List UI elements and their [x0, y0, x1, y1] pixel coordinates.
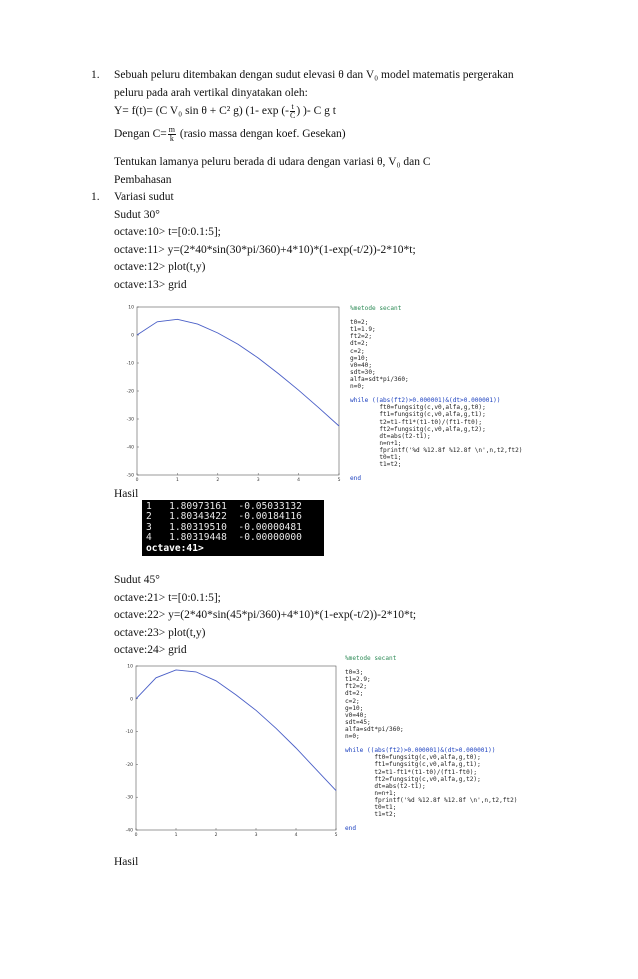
code-line: g=10;: [350, 354, 369, 362]
console-output-sudut30: [142, 500, 324, 556]
code-line: ft2=fungsitg(c,v0,alfa,g,t2);: [345, 775, 481, 783]
code-line: t2=t1-ft1*(t1-t0)/(ft1-ft0);: [350, 418, 483, 426]
sudut30-heading: Sudut 30°: [114, 209, 160, 221]
y-tick-label: -50: [126, 473, 134, 479]
sudut45-cmd-2: octave:22> y=(2*40*sin(45*pi/360)+4*10)*(1-exp(-t/2))-2*10*t;: [114, 609, 417, 621]
x-tick-label: 3: [256, 478, 260, 483]
code-line: v0=40;: [350, 361, 373, 369]
y-tick-label: 0: [131, 333, 134, 339]
dengan-part-b: (rasio massa dengan koef. Gesekan): [179, 128, 346, 141]
x-tick-label: 4: [294, 833, 298, 838]
x-tick-label: 0: [134, 833, 138, 838]
sudut45-heading: Sudut 45°: [114, 574, 160, 586]
plot-frame: [137, 307, 339, 475]
code-line: t0=3;: [345, 669, 364, 677]
code-line: ft0=fungsitg(c,v0,alfa,g,t0);: [345, 754, 481, 762]
code-line: t0=2;: [350, 319, 369, 327]
sudut45-cmd-1: octave:21> t=[0:0.1:5];: [114, 592, 221, 604]
dengan-part-a: Dengan C=: [114, 128, 167, 141]
x-tick-label: 0: [135, 478, 139, 483]
section-number: 1.: [91, 191, 100, 203]
plot-sudut45: [116, 660, 342, 842]
code-line: n=0;: [345, 733, 360, 741]
y-tick-label: 10: [128, 305, 134, 311]
code-line: sdt=30;: [350, 368, 376, 376]
sudut45-cmd-4: octave:24> grid: [114, 644, 187, 656]
dengan-fraction-top: m: [168, 125, 176, 134]
code-line: t1=t2;: [345, 811, 397, 819]
y-tick-label: -20: [126, 389, 134, 395]
code-line: [345, 662, 517, 669]
code-line: [345, 818, 517, 825]
y-tick-label: -10: [125, 730, 133, 736]
y-tick-label: -30: [125, 795, 133, 801]
code-line: while ((abs(ft2)>0.000001)&(dt>0.000001)): [345, 747, 496, 755]
code-line: sdt=45;: [345, 718, 371, 726]
code-line: t0=t1;: [345, 803, 397, 811]
code-line: ft2=2;: [345, 683, 368, 691]
code-line: %metode secant: [350, 305, 402, 312]
task-line: Tentukan lamanya peluru berada di udara dengan variasi θ, V₀ dan C: [114, 156, 431, 168]
code-sudut45: [345, 655, 517, 832]
code-line: fprintf('%d %12.8f %12.8f \n',n,t2,ft2): [345, 796, 518, 804]
code-line: end: [345, 825, 357, 833]
code-line: v0=40;: [345, 711, 368, 719]
code-line: [350, 468, 522, 475]
y-tick-label: -40: [126, 445, 134, 451]
code-line: ft1=fungsitg(c,v0,alfa,g,t1);: [350, 411, 486, 419]
code-line: t1=1.9;: [350, 326, 376, 334]
code-line: n=0;: [350, 383, 365, 391]
console-line: 1 1.80973161 -0.05033132: [146, 501, 302, 512]
y-tick-label: -30: [126, 417, 134, 423]
code-line: [350, 390, 522, 397]
y-tick-label: -40: [125, 828, 133, 834]
sudut30-cmd-1: octave:10> t=[0:0.1:5];: [114, 226, 221, 238]
code-line: c=2;: [345, 697, 360, 705]
code-line: dt=abs(t2-t1);: [350, 432, 431, 440]
dengan-fraction-bottom: k: [169, 134, 174, 143]
formula: [114, 103, 336, 120]
code-line: fprintf('%d %12.8f %12.8f \n',n,t2,ft2): [350, 446, 523, 454]
formula-part-a: Y= f(t)= (C V₀ sin θ + C² g) (1- exp (-: [114, 105, 289, 118]
pembahasan-heading: Pembahasan: [114, 174, 172, 186]
formula-fraction-top: t: [291, 102, 294, 111]
x-tick-label: 4: [297, 478, 301, 483]
code-line: alfa=sdt*pi/360;: [350, 375, 409, 383]
sudut30-hasil: Hasil: [114, 488, 139, 500]
sudut30-cmd-4: octave:13> grid: [114, 279, 187, 291]
x-tick-label: 5: [337, 478, 341, 483]
dengan-fraction: [168, 126, 176, 143]
y-tick-label: 10: [127, 664, 133, 670]
y-tick-label: 0: [130, 697, 133, 703]
sudut45-hasil: Hasil: [114, 856, 139, 868]
section-title: Variasi sudut: [114, 191, 174, 203]
code-line: t0=t1;: [350, 453, 402, 461]
x-tick-label: 1: [175, 478, 179, 483]
code-line: dt=2;: [350, 340, 369, 348]
console-prompt: octave:41>: [146, 542, 204, 554]
x-tick-label: 3: [254, 833, 258, 838]
code-line: %metode secant: [345, 655, 397, 662]
code-line: end: [350, 475, 362, 483]
code-line: ft1=fungsitg(c,v0,alfa,g,t1);: [345, 761, 481, 769]
problem-number: 1.: [91, 69, 100, 81]
plot-sudut30: [117, 301, 345, 487]
code-line: t1=t2;: [350, 461, 402, 469]
problem-line-2: peluru pada arah vertikal dinyatakan oleh:: [114, 87, 308, 99]
formula-fraction: [290, 103, 295, 120]
plot-frame: [136, 666, 336, 830]
code-line: c=2;: [350, 347, 365, 355]
sudut30-cmd-2: octave:11> y=(2*40*sin(30*pi/360)+4*10)*(1-exp(-t/2))-2*10*t;: [114, 244, 416, 256]
x-tick-label: 2: [216, 478, 220, 483]
y-tick-label: -10: [126, 361, 134, 367]
problem-line-1: Sebuah peluru ditembakan dengan sudut elevasi θ dan V₀ model matematis pergerakan: [114, 69, 514, 81]
code-line: [350, 312, 522, 319]
sudut45-cmd-3: octave:23> plot(t,y): [114, 627, 206, 639]
code-line: [345, 740, 517, 747]
code-line: t2=t1-ft1*(t1-t0)/(ft1-ft0);: [345, 768, 478, 776]
dengan-line: [114, 126, 346, 143]
code-line: dt=2;: [345, 690, 364, 698]
formula-part-b: ) )- C g t: [296, 105, 336, 118]
code-line: while ((abs(ft2)>0.000001)&(dt>0.000001)): [350, 397, 501, 405]
console-line: 3 1.80319510 -0.00000481: [146, 521, 302, 533]
code-line: alfa=sdt*pi/360;: [345, 725, 404, 733]
code-line: ft2=2;: [350, 333, 373, 341]
console-line: 2 1.80343422 -0.00184116: [146, 511, 302, 523]
code-line: ft2=fungsitg(c,v0,alfa,g,t2);: [350, 425, 486, 433]
sudut30-cmd-3: octave:12> plot(t,y): [114, 261, 206, 273]
console-line: 4 1.80319448 -0.00000000: [146, 532, 302, 544]
code-line: dt=abs(t2-t1);: [345, 782, 426, 790]
code-sudut30: [350, 305, 522, 482]
x-tick-label: 1: [174, 833, 178, 838]
formula-fraction-bottom: C: [289, 111, 296, 120]
code-line: ft0=fungsitg(c,v0,alfa,g,t0);: [350, 404, 486, 412]
code-line: g=10;: [345, 704, 364, 712]
code-line: t1=2.9;: [345, 676, 371, 684]
y-tick-label: -20: [125, 762, 133, 768]
x-tick-label: 5: [334, 833, 338, 838]
code-line: n=n+1;: [345, 789, 397, 797]
code-line: n=n+1;: [350, 439, 402, 447]
x-tick-label: 2: [214, 833, 218, 838]
